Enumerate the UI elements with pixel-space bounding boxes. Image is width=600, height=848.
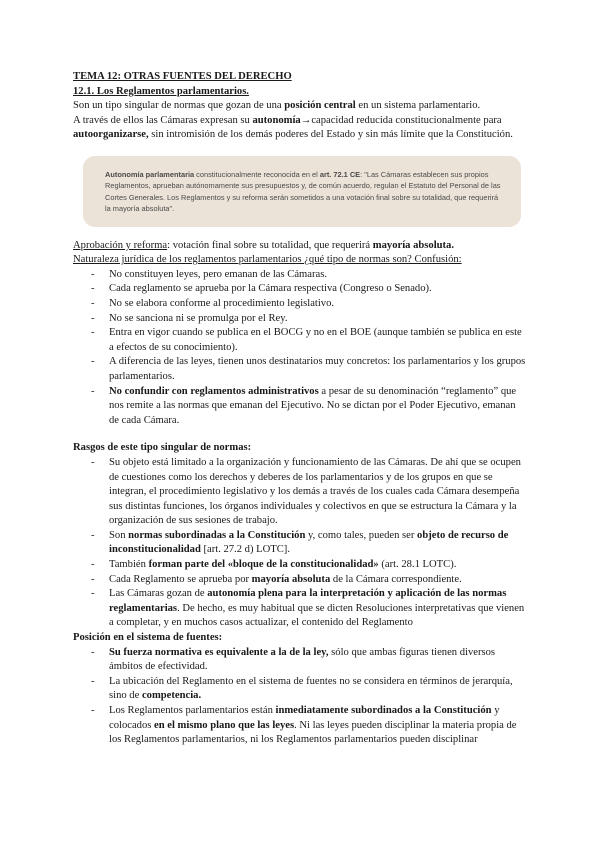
list-item: - También forman parte del «bloque de la constitucionalidad» (art. 28.1 LOTC).: [73, 558, 528, 573]
list-item: - Su fuerza normativa es equivalente a la de la ley, sólo que ambas figuras tienen diversos ámbitos de efectividad.: [73, 646, 528, 675]
list-item: - No se elabora conforme al procedimiento legislativo.: [73, 297, 528, 312]
quote-callout: Autonomía parlamentaria constitucionalmente reconocida en el art. 72.1 CE: "Las Cámaras establecen sus propios Reglamentos, aprueban autónomamente sus presupuestos y, de común acuerdo, regulan el Estatuto del Personal de las Cortes Generales. Los Reglamentos y su reforma serán sometidos a una votación final sobre su totalidad, que requerirá la mayoría absoluta".: [83, 156, 521, 227]
nature-heading: Naturaleza jurídica de los reglamentos parlamentarios ¿qué tipo de normas son? Confusión:: [73, 254, 462, 266]
list-item: - Cada reglamento se aprueba por la Cámara respectiva (Congreso o Senado).: [73, 282, 528, 297]
traits-heading: Rasgos de este tipo singular de normas:: [73, 442, 252, 454]
list-item: - Los Reglamentos parlamentarios están inmediatamente subordinados a la Constitución y colocados en el mismo plano que las leyes. Ni las leyes pueden disciplinar la materia propia de los Reglamentos parlamentarios, ni los Reglamentos parlamentarios pueden disciplinar: [73, 704, 528, 748]
position-list: [73, 646, 528, 748]
document-body: [73, 70, 528, 748]
list-item: - Son normas subordinadas a la Constitución y, como tales, pueden ser objeto de recurso de inconstitucionalidad [art. 27.2 d) LOTC].: [73, 529, 528, 558]
traits-list: [73, 456, 528, 631]
list-item: - La ubicación del Reglamento en el sistema de fuentes no se considera en términos de jerarquía, sino de competencia.: [73, 675, 528, 704]
approval-line: Aprobación y reforma: votación final sobre su totalidad, que requerirá mayoría absoluta.: [73, 239, 455, 251]
list-item: - No constituyen leyes, pero emanan de las Cámaras.: [73, 268, 528, 283]
list-item: - Las Cámaras gozan de autonomía plena para la interpretación y aplicación de las normas reglamentarias. De hecho, es muy habitual que se dicten Resoluciones interpretativas que vienen a completar, y en muchos casos actualizar, el contenido del Reglamento: [73, 587, 528, 631]
list-item: - No confundir con reglamentos administrativos a pesar de su denominación “reglamento” que nos remite a las normas que emanan del Ejecutivo. No se dictan por el Poder Ejecutivo, emanan de cada Cámara.: [73, 385, 528, 429]
intro-paragraph-1: Son un tipo singular de normas que gozan de una posición central en un sistema parlamentario.: [73, 100, 481, 112]
list-item: - Cada Reglamento se aprueba por mayoría absoluta de la Cámara correspondiente.: [73, 573, 528, 588]
page-title: TEMA 12: OTRAS FUENTES DEL DERECHO: [73, 71, 292, 82]
list-item: - Entra en vigor cuando se publica en el BOCG y no en el BOE (aunque también se publica en este a efectos de su conocimiento).: [73, 326, 528, 355]
list-item: - No se sanciona ni se promulga por el Rey.: [73, 312, 528, 327]
nature-list: [73, 268, 528, 429]
section-title: 12.1. Los Reglamentos parlamentarios.: [73, 85, 249, 97]
intro-paragraph-2: A través de ellos las Cámaras expresan su autonomía→capacidad reducida constitucionalmente para autoorganizarse, sin intromisión de los demás poderes del Estado y sin más límite que la Constitución.: [73, 114, 513, 141]
position-heading: Posición en el sistema de fuentes:: [73, 632, 223, 644]
list-item: - Su objeto está limitado a la organización y funcionamiento de las Cámaras. De ahí que se ocupen de cuestiones como los derechos y deberes de los parlamentarios y de los grupos en que se integran, el procedimiento legislativo y los demás a través de los cuales cada Cámara desempeña sus distintas funciones, los órganos individuales y colectivos en que se estructura la Cámara y la organización de sus sesiones de trabajo.: [73, 456, 528, 529]
list-item: - A diferencia de las leyes, tienen unos destinatarios muy concretos: los parlamentarios y los grupos parlamentarios.: [73, 355, 528, 384]
